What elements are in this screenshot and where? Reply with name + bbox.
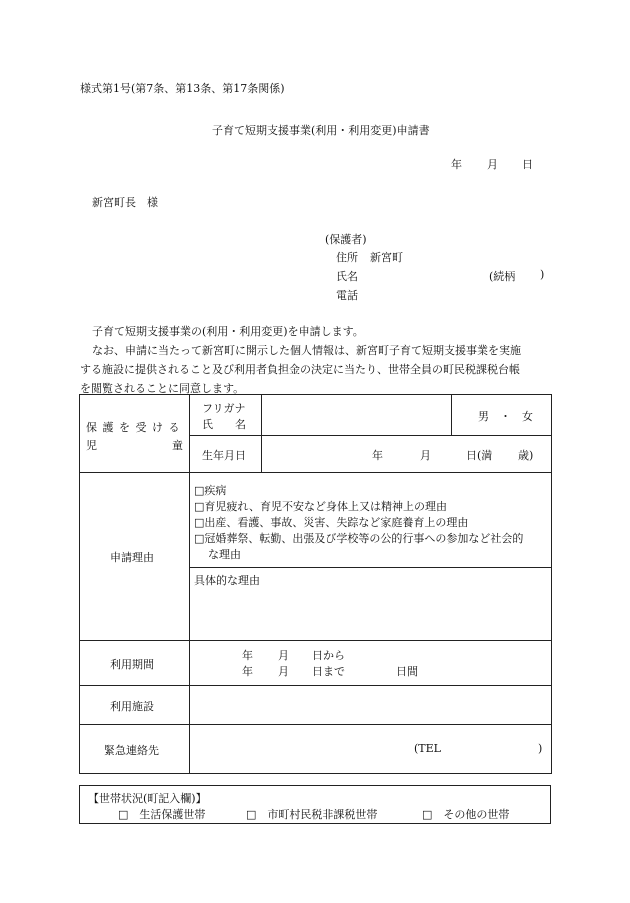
furigana-label-cell bbox=[190, 395, 262, 436]
reason-option-social-event-cont: な理由 bbox=[208, 548, 241, 561]
child-header-line-1: 保 護 を 受 け る bbox=[86, 421, 181, 434]
child-name-label: 氏 名 bbox=[202, 418, 246, 431]
emergency-label-cell bbox=[80, 725, 190, 774]
date-year: 年 bbox=[451, 158, 462, 171]
date-month: 月 bbox=[487, 158, 498, 171]
reason-option-childcare-fatigue[interactable]: □育児疲れ、育児不安など身体上又は精神上の理由 bbox=[194, 500, 448, 513]
statement-line-2: なお、申請に当たって新宮町に開示した個人情報は、新宮町子育て短期支援事業を実施 bbox=[92, 344, 521, 357]
household-box bbox=[79, 785, 551, 824]
relation-close: ) bbox=[540, 268, 545, 281]
emergency-field[interactable] bbox=[190, 725, 552, 774]
name-label: 氏名 bbox=[336, 270, 358, 283]
period-from-month: 月 bbox=[278, 649, 289, 662]
birthdate-field[interactable] bbox=[262, 436, 552, 473]
emergency-tel-label: (TEL bbox=[414, 742, 441, 755]
facility-label: 利用施設 bbox=[110, 700, 154, 713]
child-name-row bbox=[80, 395, 552, 436]
address-value: 新宮町 bbox=[370, 251, 403, 264]
reason-option-social-event[interactable]: □冠婚葬祭、転勤、出張及び学校等の公的行事への参加など社会的 bbox=[194, 532, 524, 545]
birth-month: 月 bbox=[420, 449, 431, 462]
phone-label: 電話 bbox=[336, 289, 358, 302]
period-to-year: 年 bbox=[242, 665, 253, 678]
gender-options: 男 ・ 女 bbox=[478, 410, 533, 423]
statement-line-1: 子育て短期支援事業の(利用・利用変更)を申請します。 bbox=[92, 325, 364, 338]
facility-label-cell bbox=[80, 686, 190, 725]
application-table bbox=[79, 394, 552, 774]
emergency-tel-close: ) bbox=[538, 742, 543, 755]
birth-day: 日(満 bbox=[466, 449, 493, 462]
emergency-row bbox=[80, 725, 552, 774]
household-option-other[interactable]: □ その他の世帯 bbox=[422, 808, 510, 821]
facility-field[interactable] bbox=[190, 686, 552, 725]
statement-line-3: する施設に提供されること及び利用者負担金の決定に当たり、世帯全員の町民税課税台帳 bbox=[80, 363, 520, 376]
applicant-label: (保護者) bbox=[325, 233, 367, 246]
birth-age: 歳) bbox=[518, 449, 534, 462]
household-option-welfare[interactable]: □ 生活保護世帯 bbox=[118, 808, 206, 821]
reason-option-family-care[interactable]: □出産、看護、事故、災害、失踪など家庭養育上の理由 bbox=[194, 516, 469, 529]
child-header-line-2a: 児 bbox=[86, 439, 97, 452]
period-field[interactable] bbox=[190, 641, 552, 686]
emergency-label: 緊急連絡先 bbox=[104, 744, 159, 757]
household-option-tax-exempt[interactable]: □ 市町村民税非課税世帯 bbox=[246, 808, 378, 821]
household-title: 【世帯状況(町記入欄)】 bbox=[88, 792, 207, 805]
addressee: 新宮町長 様 bbox=[92, 196, 158, 209]
period-to-day: 日まで bbox=[312, 665, 345, 678]
period-label-cell bbox=[80, 641, 190, 686]
reason-options-row bbox=[80, 473, 552, 568]
specific-reason-field[interactable] bbox=[190, 568, 552, 641]
period-days: 日間 bbox=[396, 665, 418, 678]
gender-cell[interactable] bbox=[452, 395, 552, 436]
period-label: 利用期間 bbox=[110, 658, 154, 671]
birth-year: 年 bbox=[372, 449, 383, 462]
reason-label: 申請理由 bbox=[110, 551, 154, 564]
period-from-year: 年 bbox=[242, 649, 253, 662]
address-label: 住所 bbox=[336, 251, 358, 264]
specific-reason-label: 具体的な理由 bbox=[194, 574, 260, 587]
child-header-line-2b: 童 bbox=[172, 439, 183, 452]
date-day: 日 bbox=[522, 158, 533, 171]
reason-label-cell bbox=[80, 473, 190, 641]
child-name-field[interactable] bbox=[262, 395, 452, 436]
furigana-label: フリガナ bbox=[202, 402, 246, 415]
period-from-day: 日から bbox=[312, 649, 345, 662]
reason-option-illness[interactable]: □疾病 bbox=[194, 484, 227, 497]
relation-label: (続柄 bbox=[489, 270, 516, 283]
child-header-cell bbox=[80, 395, 190, 473]
birthdate-label: 生年月日 bbox=[202, 449, 246, 462]
period-to-month: 月 bbox=[278, 665, 289, 678]
birthdate-label-cell bbox=[190, 436, 262, 473]
statement-line-4: を閲覧されることに同意します。 bbox=[80, 382, 245, 395]
period-row bbox=[80, 641, 552, 686]
reason-options-cell bbox=[190, 473, 552, 568]
facility-row bbox=[80, 686, 552, 725]
form-number: 様式第1号(第7条、第13条、第17条関係) bbox=[80, 82, 285, 95]
form-title: 子育て短期支援事業(利用・利用変更)申請書 bbox=[212, 124, 430, 137]
